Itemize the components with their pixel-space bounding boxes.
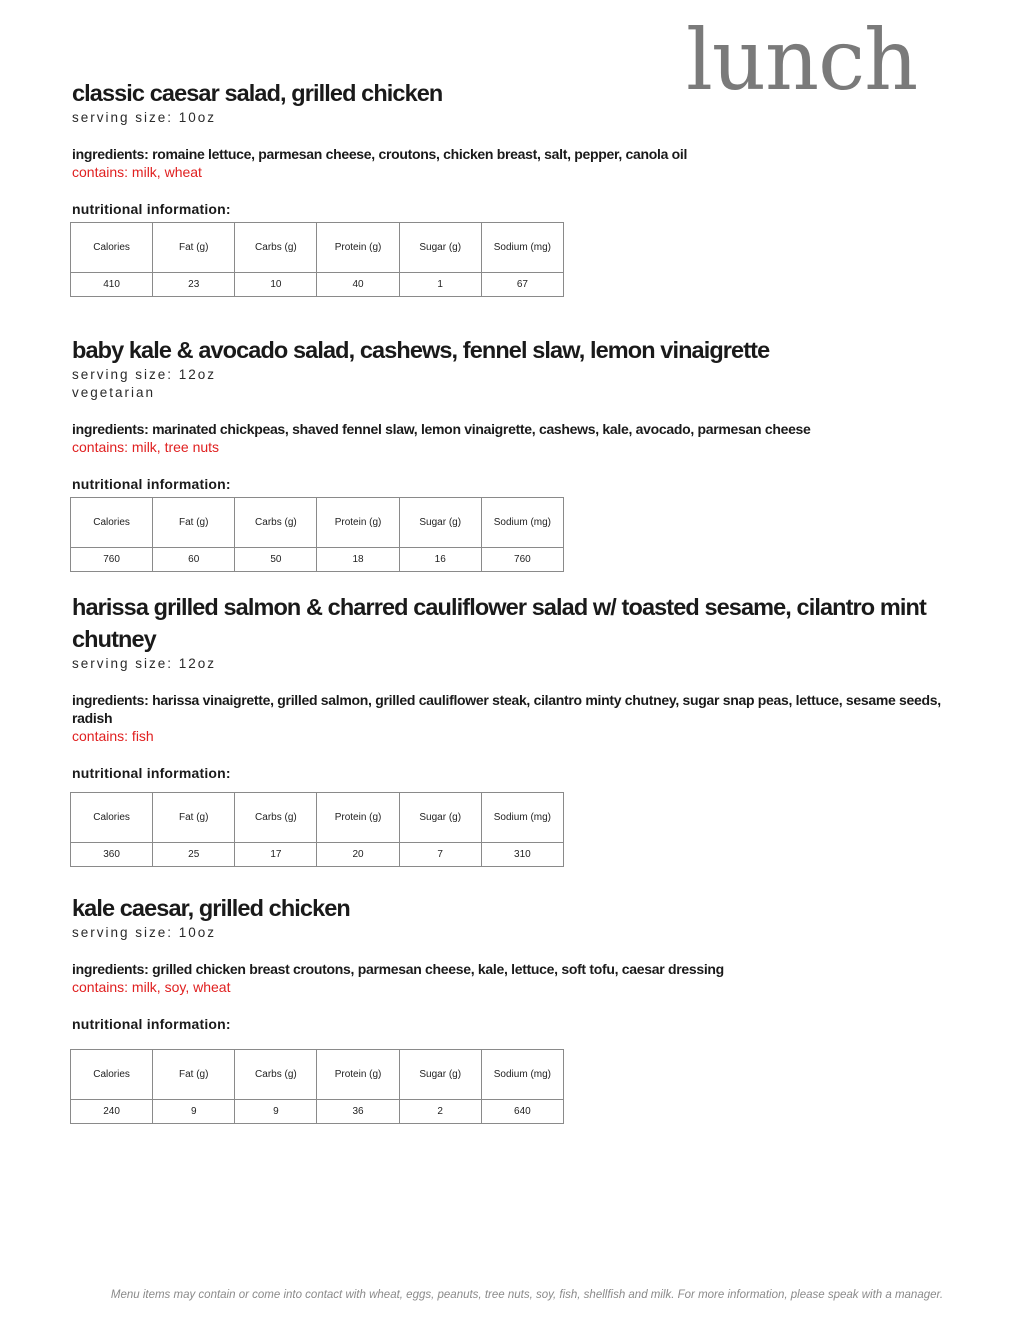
allergens: contains: fish (72, 728, 154, 744)
value-fat: 9 (153, 1100, 235, 1124)
value-sugar: 16 (399, 548, 481, 572)
nutrition-header-row (71, 1050, 564, 1100)
value-protein: 20 (317, 843, 399, 867)
item-title: harissa grilled salmon & charred cauliflower salad w/ toasted sesame, cilantro mint chutney (72, 594, 926, 652)
nutrition-header-row (71, 498, 564, 548)
value-carbs: 50 (235, 548, 317, 572)
value-fat: 23 (153, 273, 235, 297)
serving-size: serving size: 10oz (72, 110, 217, 125)
allergens: contains: milk, tree nuts (72, 439, 220, 455)
value-protein: 40 (317, 273, 399, 297)
value-carbs: 17 (235, 843, 317, 867)
col-sugar: Sugar (g) (399, 1050, 481, 1100)
value-sodium: 310 (481, 843, 563, 867)
value-sugar: 1 (399, 273, 481, 297)
nutrition-value-row (71, 273, 564, 297)
value-sodium: 760 (481, 548, 563, 572)
value-protein: 36 (317, 1100, 399, 1124)
col-fat: Fat (g) (153, 223, 235, 273)
nutrition-label: nutritional information: (72, 1016, 231, 1032)
allergens: contains: milk, soy, wheat (72, 979, 231, 995)
nutrition-value-row (71, 843, 564, 867)
item-title: baby kale & avocado salad, cashews, fennel slaw, lemon vinaigrette (72, 337, 770, 363)
col-sodium: Sodium (mg) (481, 793, 563, 843)
col-protein: Protein (g) (317, 793, 399, 843)
col-sodium: Sodium (mg) (481, 1050, 563, 1100)
ingredients: ingredients: romaine lettuce, parmesan cheese, croutons, chicken breast, salt, pepper, canola oil (72, 146, 688, 162)
col-calories: Calories (71, 1050, 153, 1100)
nutrition-label: nutritional information: (72, 765, 231, 781)
col-fat: Fat (g) (153, 793, 235, 843)
nutrition-table (70, 792, 564, 867)
col-carbs: Carbs (g) (235, 498, 317, 548)
value-calories: 240 (71, 1100, 153, 1124)
value-carbs: 9 (235, 1100, 317, 1124)
nutrition-value-row (71, 1100, 564, 1124)
value-fat: 25 (153, 843, 235, 867)
page-heading: lunch (686, 11, 918, 109)
nutrition-table (70, 222, 564, 297)
col-fat: Fat (g) (153, 1050, 235, 1100)
dietary-tag: vegetarian (72, 385, 156, 400)
value-sugar: 7 (399, 843, 481, 867)
col-carbs: Carbs (g) (235, 1050, 317, 1100)
value-calories: 760 (71, 548, 153, 572)
serving-size: serving size: 10oz (72, 925, 217, 940)
value-protein: 18 (317, 548, 399, 572)
col-carbs: Carbs (g) (235, 793, 317, 843)
value-sugar: 2 (399, 1100, 481, 1124)
col-calories: Calories (71, 793, 153, 843)
allergens: contains: milk, wheat (72, 164, 202, 180)
value-fat: 60 (153, 548, 235, 572)
ingredients: ingredients: harissa vinaigrette, grilled salmon, grilled cauliflower steak, cilantro minty chutney, sugar snap peas, lettuce, sesame seeds, radish (72, 692, 941, 726)
col-sugar: Sugar (g) (399, 498, 481, 548)
nutrition-label: nutritional information: (72, 201, 231, 217)
ingredients: ingredients: grilled chicken breast croutons, parmesan cheese, kale, lettuce, soft tofu, caesar dressing (72, 961, 724, 977)
value-calories: 410 (71, 273, 153, 297)
col-sugar: Sugar (g) (399, 793, 481, 843)
nutrition-table (70, 1049, 564, 1124)
nutrition-header-row (71, 793, 564, 843)
col-protein: Protein (g) (317, 223, 399, 273)
item-title: classic caesar salad, grilled chicken (72, 80, 443, 106)
menu-item-kale-caesar (72, 892, 967, 1124)
value-calories: 360 (71, 843, 153, 867)
col-fat: Fat (g) (153, 498, 235, 548)
col-sugar: Sugar (g) (399, 223, 481, 273)
allergen-disclaimer: Menu items may contain or come into contact with wheat, eggs, peanuts, tree nuts, soy, fish, shellfish and milk. For more information, please speak with a manager. (110, 1289, 944, 1301)
col-protein: Protein (g) (317, 498, 399, 548)
nutrition-label: nutritional information: (72, 476, 231, 492)
value-sodium: 640 (481, 1100, 563, 1124)
menu-item-classic-caesar (72, 77, 967, 297)
nutrition-header-row (71, 223, 564, 273)
col-carbs: Carbs (g) (235, 223, 317, 273)
col-protein: Protein (g) (317, 1050, 399, 1100)
item-title: kale caesar, grilled chicken (72, 895, 350, 921)
serving-size: serving size: 12oz (72, 367, 217, 382)
col-calories: Calories (71, 223, 153, 273)
col-calories: Calories (71, 498, 153, 548)
value-sodium: 67 (481, 273, 563, 297)
menu-item-baby-kale-avocado (72, 334, 967, 572)
serving-size: serving size: 12oz (72, 656, 217, 671)
value-carbs: 10 (235, 273, 317, 297)
nutrition-table (70, 497, 564, 572)
menu-item-harissa-salmon (72, 591, 967, 867)
col-sodium: Sodium (mg) (481, 498, 563, 548)
col-sodium: Sodium (mg) (481, 223, 563, 273)
nutrition-value-row (71, 548, 564, 572)
ingredients: ingredients: marinated chickpeas, shaved fennel slaw, lemon vinaigrette, cashews, kale, avocado, parmesan cheese (72, 421, 811, 437)
